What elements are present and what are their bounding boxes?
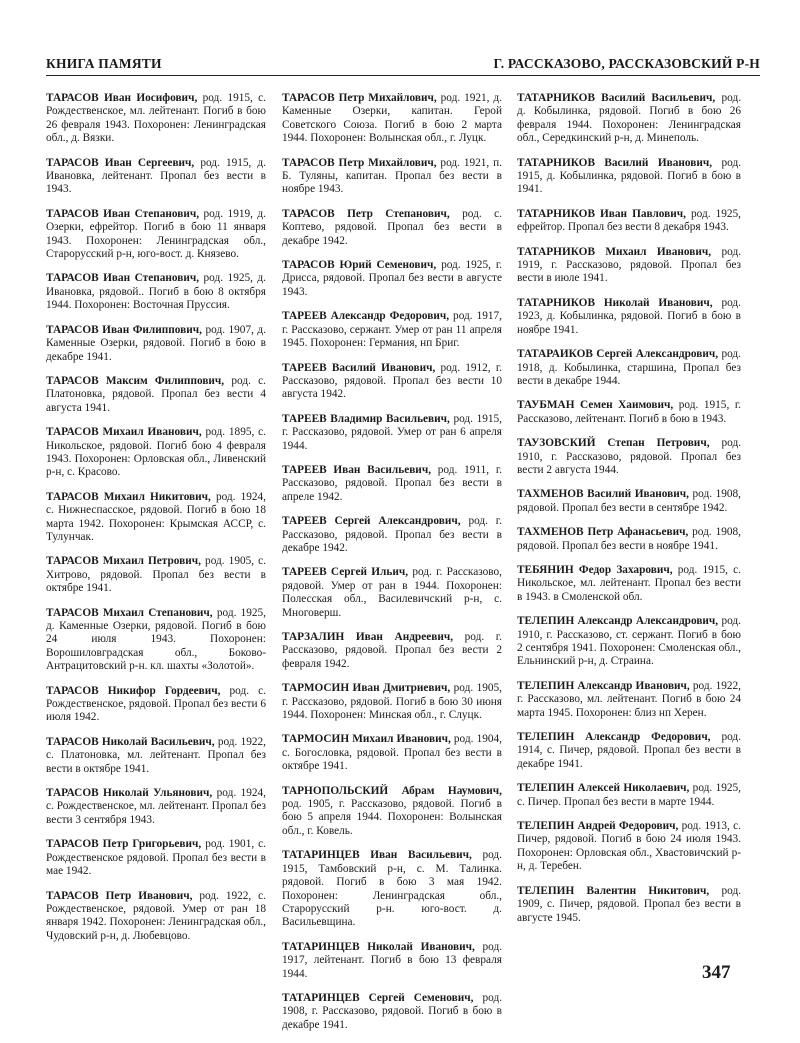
entry-details: род. 1908, рядовой. Пропал без вести в сентябре 1942. bbox=[517, 488, 741, 514]
entry-details: род. 1915, Тамбовский р-н, с. М. Талинка. рядовой. Погиб в бою 3 мая 1942. Похоронен: Ленинградская обл., Старорусский р-н. юго-вост. д. Васильевщина. bbox=[282, 849, 502, 929]
header-rule bbox=[46, 75, 760, 76]
entry-details: род. 1925, г. Дрисса, рядовой. Пропал без вести в августе 1943. bbox=[282, 259, 503, 298]
entry-name: ТЕБЯНИН Федор Захарович, bbox=[517, 563, 673, 576]
entry-name: ТАТАРИНЦЕВ Иван Васильевич, bbox=[282, 849, 472, 862]
entry-name: ТАТАРНИКОВ Николай Иванович, bbox=[517, 296, 713, 309]
entry-details: род. 1922, г. Рассказово, мл. лейтенант. Погиб в бою 24 марта 1945. Похоронен: близ нп Херен. bbox=[517, 679, 741, 719]
memorial-entry bbox=[46, 92, 266, 146]
page-number: 347 bbox=[702, 962, 731, 983]
entry-name: ТАРАСОВ Петр Григорьевич, bbox=[46, 838, 202, 851]
entry-name: ТАУБМАН Семен Хаимович, bbox=[517, 399, 674, 412]
memorial-entry bbox=[282, 733, 502, 773]
entry-details: род. 1915, д. Кобылинка, рядовой. Погиб в бою в 1941. bbox=[517, 156, 742, 196]
memorial-entry bbox=[282, 515, 502, 555]
memorial-entry bbox=[517, 731, 741, 771]
entry-details: род. 1925, с. Пичер. Пропал без вести в марте 1944. bbox=[517, 782, 741, 808]
entry-details: род. 1925, д. Ивановка, рядовой.. Погиб в бою 8 октября 1944. Похоронен: Восточная Пруссия. bbox=[46, 272, 267, 312]
entry-name: ТАРЕЕВ Владимир Васильевич, bbox=[282, 412, 450, 425]
entry-details: род. 1922, с. Рождественское, рядовой. Умер от ран 18 января 1942. Похоронен: Ленинградская обл., Чудовский р-н, д. Любевцово. bbox=[46, 889, 266, 942]
entry-name: ТАРАСОВ Иван Степанович, bbox=[46, 207, 200, 220]
memorial-entry bbox=[517, 526, 741, 553]
entry-details: род. 1924, с. Рождественское, мл. лейтенант. Пропал без вести 3 сентября 1943. bbox=[46, 787, 266, 826]
entry-name: ТАТАРАИКОВ Сергей Александрович, bbox=[517, 348, 719, 361]
entry-details: род. г. Рассказово, рядовой. Умер от ран в 1944. Похоронен: Полесская обл., Василевичский р-н, с. Многоверш. bbox=[282, 566, 503, 619]
entry-details: род. 1911, г. Рассказово, рядовой. Пропал без вести в апреле 1942. bbox=[282, 463, 503, 503]
entry-name: ТАРАСОВ Михаил Иванович, bbox=[46, 426, 202, 439]
entry-name: ТЕЛЕПИН Александр Иванович, bbox=[517, 679, 690, 692]
entry-name: ТАРАСОВ Иван Сергеевич, bbox=[46, 156, 195, 169]
entry-name: ТАРАСОВ Михаил Никитович, bbox=[46, 490, 211, 503]
entry-details: род. 1921, д. Каменные Озерки, капитан. Герой Советского Союза. Погиб в бою 2 марта 1944. Похоронен: Волынская обл., г. Луцк. bbox=[282, 92, 503, 145]
entry-name: ТАРЕЕВ Василий Иванович, bbox=[282, 361, 436, 374]
memorial-entry bbox=[517, 782, 741, 809]
entry-name: ТАРАСОВ Михаил Степанович, bbox=[46, 606, 213, 619]
entry-details: род. 1908, рядовой. Пропал без вести в ноябре 1941. bbox=[517, 526, 741, 552]
entry-name: ТАРЗАЛИН Иван Андреевич, bbox=[282, 631, 454, 643]
memorial-entry bbox=[517, 92, 741, 146]
entry-details: род. с. Рождественское, рядовой. Пропал без вести 6 июля 1942. bbox=[46, 684, 266, 724]
memorial-entry bbox=[282, 259, 502, 299]
column-1 bbox=[46, 92, 266, 954]
memorial-entry bbox=[46, 157, 266, 197]
memorial-entry bbox=[282, 849, 502, 929]
column-2 bbox=[282, 92, 502, 1043]
entry-details: род. с. Коптево, рядовой. Пропал без вести в декабре 1942. bbox=[282, 207, 502, 247]
memorial-entry bbox=[46, 491, 266, 545]
memorial-entry bbox=[282, 566, 502, 620]
book-title: КНИГА ПАМЯТИ bbox=[46, 56, 162, 71]
entry-details: род. д. Кобылинка, рядовой. Погиб в бою 26 февраля 1944. Похоронен: Ленинградская обл., Середкинский р-н, д. Минеполь. bbox=[517, 92, 742, 145]
entry-details: род. 1924, с. Нижнеспасское, рядовой. Погиб в бою 18 марта 1942. Похоронен: Крымская АССР, с. Тулунчак. bbox=[46, 490, 266, 543]
entry-name: ТАХМЕНОВ Петр Афанасьевич, bbox=[517, 526, 689, 539]
entry-details: род. 1922, с. Платоновка, мл. лейтенант. Пропал без вести в октябре 1941. bbox=[46, 735, 266, 775]
memorial-entry bbox=[46, 685, 266, 725]
entry-name: ТАРАСОВ Юрий Семенович, bbox=[282, 259, 437, 272]
memorial-entry bbox=[282, 157, 502, 197]
entry-name: ТАРАСОВ Николай Ульянович, bbox=[46, 787, 213, 800]
memorial-entry bbox=[46, 555, 266, 595]
entry-name: ТАТАРНИКОВ Иван Павлович, bbox=[517, 207, 686, 220]
entry-name: ТЕЛЕПИН Алексей Николаевич, bbox=[517, 782, 690, 795]
entry-details: род. 1915, г. Рассказово, лейтенант. Погиб в бою в 1943. bbox=[517, 399, 742, 425]
entry-details: род. 1919, д. Озерки, ефрейтор. Погиб в бою 11 января 1943. Похоронен: Ленинградская обл., Старорусский р-н, юго-вост. д. Князево. bbox=[46, 207, 267, 261]
entry-name: ТАТАРИНЦЕВ Сергей Семенович, bbox=[282, 991, 474, 1004]
entry-name: ТАРНОПОЛЬСКИЙ Абрам Наумович, bbox=[282, 784, 502, 797]
memorial-entry bbox=[517, 437, 741, 477]
entry-details: род. 1909, с. Пичер, рядовой. Пропал без вести в августе 1945. bbox=[517, 884, 742, 924]
entry-details: род. 1895, с. Никольское, рядовой. Погиб бою 4 февраля 1943. Похоронен: Орловская обл., Ливенский р-н, с. Красово. bbox=[46, 426, 266, 479]
entry-name: ТАТАРНИКОВ Михаил Иванович, bbox=[517, 245, 712, 258]
entry-details: род. 1910, г. Рассказово, рядовой. Пропал без вести 2 августа 1944. bbox=[517, 437, 742, 476]
entry-details: род. 1907, д. Каменные Озерки, рядовой. Погиб в бою в декабре 1941. bbox=[46, 323, 267, 363]
memorial-entry bbox=[282, 682, 502, 722]
entry-details: род. с. Платоновка, рядовой. Пропал без вести 4 августа 1941. bbox=[46, 374, 266, 414]
memorial-entry bbox=[282, 631, 502, 671]
entry-details: род. 1925, ефрейтор. Пропал без вести 8 декабря 1943. bbox=[517, 207, 741, 234]
entry-details: род. 1923, д. Кобылинка, рядовой. Погиб в бою в ноябре 1941. bbox=[517, 296, 741, 336]
memorial-entry bbox=[517, 680, 741, 720]
column-3 bbox=[517, 92, 741, 936]
entry-details: род. 1917, г. Рассказово, сержант. Умер от ран 11 апреля 1945. Похоронен: Германия, нп Бриг. bbox=[282, 310, 502, 350]
memorial-entry bbox=[517, 246, 741, 286]
memorial-entry bbox=[517, 208, 741, 235]
entry-name: ТАРЕЕВ Александр Федорович, bbox=[282, 310, 450, 323]
memorial-entry bbox=[517, 157, 741, 197]
entry-details: род. 1915, г. Рассказово, рядовой. Умер от ран 6 апреля 1944. bbox=[282, 412, 502, 452]
memorial-entry bbox=[517, 820, 741, 874]
memorial-entry bbox=[282, 992, 502, 1032]
memorial-entry bbox=[517, 615, 741, 669]
entry-name: ТЕЛЕПИН Андрей Федорович, bbox=[517, 820, 679, 833]
entry-details: род. 1925, д. Каменные Озерки, рядовой. Погиб в бою 24 июля 1943. Похоронен: Ворошиловградская обл., Боково-Антрацитовский р-н. кл. шахты «Золотой». bbox=[46, 606, 267, 673]
entry-name: ТАРМОСИН Иван Дмитриевич, bbox=[282, 682, 451, 695]
memorial-entry bbox=[46, 208, 266, 262]
memorial-entry bbox=[517, 297, 741, 337]
entry-name: ТАРАСОВ Михаил Петрович, bbox=[46, 555, 201, 568]
entry-details: род. 1921, п. Б. Туляны, капитан. Пропал без вести в ноябре 1943. bbox=[282, 156, 503, 196]
entry-details: род. 1915, с. Рождественское, мл. лейтенант. Погиб в бою 26 февраля 1943. Похоронен: Ленинградская обл., д. Вязки. bbox=[46, 92, 266, 145]
memorial-entry bbox=[517, 399, 741, 426]
memorial-entry bbox=[517, 564, 741, 604]
memorial-entry bbox=[517, 488, 741, 515]
entry-details: род. 1918, д. Кобылинка, старшина, Пропал без вести в декабре 1944. bbox=[517, 348, 741, 387]
entry-name: ТАРАСОВ Никифор Гордеевич, bbox=[46, 684, 221, 697]
entry-details: род. 1914, с. Пичер, рядовой. Пропал без вести в декабре 1941. bbox=[517, 731, 741, 770]
memorial-entry bbox=[46, 838, 266, 878]
entry-details: род. 1904, с. Богословка, рядовой. Пропал без вести в октябре 1941. bbox=[282, 733, 502, 773]
entry-name: ТАРАСОВ Максим Филиппович, bbox=[46, 374, 225, 387]
entry-details: род. г. Рассказово, рядовой. Пропал без вести в декабре 1942. bbox=[282, 515, 502, 554]
memorial-entry bbox=[282, 464, 502, 504]
entry-name: ТАРЕЕВ Иван Васильевич, bbox=[282, 463, 432, 476]
entry-name: ТАТАРНИКОВ Василий Иванович, bbox=[517, 156, 713, 169]
entry-name: ТАРАСОВ Петр Михайлович, bbox=[282, 92, 437, 104]
entry-details: род. 1919, г. Рассказово, рядовой. Пропал без вести в июле 1941. bbox=[517, 245, 742, 285]
memorial-entry bbox=[46, 375, 266, 415]
entry-name: ТАТАРНИКОВ Василий Васильевич, bbox=[517, 92, 716, 104]
entry-name: ТАРАСОВ Петр Михайлович, bbox=[282, 156, 437, 169]
entry-name: ТАРЕЕВ Сергей Александрович, bbox=[282, 515, 461, 528]
memorial-entry bbox=[282, 413, 502, 453]
entry-details: род. 1913, с. Пичер, рядовой. Погиб в бою 24 июля 1943. Похоронен: Орловская обл., Хвастовичский р-н, д. Теребен. bbox=[517, 820, 741, 873]
entry-name: ТЕЛЕПИН Александр Александрович, bbox=[517, 615, 719, 628]
entry-details: род. 1915, с. Никольское, мл. лейтенант. Пропал без вести в 1943. в Смоленской обл. bbox=[517, 563, 741, 603]
section-title: Г. РАССКАЗОВО, РАССКАЗОВСКИЙ Р-Н bbox=[493, 56, 760, 71]
memorial-entry bbox=[517, 885, 741, 925]
entry-name: ТАРЕЕВ Сергей Ильич, bbox=[282, 566, 409, 579]
memorial-entry bbox=[517, 348, 741, 388]
memorial-entry bbox=[46, 272, 266, 312]
entry-name: ТАРАСОВ Иван Иосифович, bbox=[46, 92, 198, 104]
entry-details: род. 1917, лейтенант. Погиб в бою 13 февраля 1944. bbox=[282, 940, 503, 980]
entry-details: род. 1901, с. Рождественское рядовой. Пропал без вести в мае 1942. bbox=[46, 838, 267, 878]
entry-name: ТАРАСОВ Иван Степанович, bbox=[46, 272, 200, 285]
memorial-entry bbox=[46, 426, 266, 480]
entry-name: ТЕЛЕПИН Александр Федорович, bbox=[517, 731, 711, 744]
entry-name: ТАРАСОВ Иван Филиппович, bbox=[46, 323, 202, 336]
memorial-entry bbox=[46, 736, 266, 776]
entry-details: род. 1908, г. Рассказово, рядовой. Погиб в бою в декабре 1941. bbox=[282, 991, 503, 1031]
entry-details: род. 1915, д. Ивановка, лейтенант. Пропал без вести в 1943. bbox=[46, 156, 266, 196]
memorial-entry bbox=[282, 92, 502, 146]
memorial-entry bbox=[282, 208, 502, 248]
entry-details: род. 1905, г. Рассказово, рядовой. Погиб в бою 5 апреля 1944. Похоронен: Волынская обл., г. Ковель. bbox=[282, 798, 502, 837]
entry-name: ТАРАСОВ Петр Степанович, bbox=[282, 207, 450, 220]
entry-details: род. 1905, с. Хитрово, рядовой. Пропал без вести в октябре 1941. bbox=[46, 555, 267, 595]
entry-name: ТЕЛЕПИН Валентин Никитович, bbox=[517, 884, 710, 897]
entry-details: род. 1912, г. Рассказово, рядовой. Пропал без вести 10 августа 1942. bbox=[282, 361, 502, 401]
memorial-entry bbox=[46, 324, 266, 364]
memorial-entry bbox=[46, 890, 266, 944]
entry-name: ТАХМЕНОВ Василий Иванович, bbox=[517, 488, 689, 501]
entry-name: ТАРАСОВ Петр Иванович, bbox=[46, 889, 193, 902]
memorial-entry bbox=[282, 310, 502, 350]
entry-name: ТАРАСОВ Николай Васильевич, bbox=[46, 735, 215, 748]
memorial-entry bbox=[46, 787, 266, 827]
memorial-entry bbox=[46, 607, 266, 674]
entry-details: род. 1905, г. Рассказово, рядовой. Погиб в бою 30 июня 1944. Похоронен: Минская обл., г. Слуцк. bbox=[282, 682, 502, 722]
entry-name: ТАУЗОВСКИЙ Степан Петрович, bbox=[517, 437, 710, 450]
entry-details: род. 1910, г. Рассказово, ст. сержант. Погиб в бою 2 сентября 1941. Похоронен: Смоленская обл., Ельнинский р-н, д. Страина. bbox=[517, 615, 741, 668]
memorial-entry bbox=[282, 785, 502, 839]
running-header bbox=[46, 56, 760, 76]
entry-name: ТАРМОСИН Михаил Иванович, bbox=[282, 733, 451, 746]
entry-name: ТАТАРИНЦЕВ Николай Иванович, bbox=[282, 940, 475, 953]
memorial-entry bbox=[282, 941, 502, 981]
entry-details: род. г. Рассказово, рядовой. Пропал без вести 2 февраля 1942. bbox=[282, 631, 502, 670]
memorial-entry bbox=[282, 362, 502, 402]
